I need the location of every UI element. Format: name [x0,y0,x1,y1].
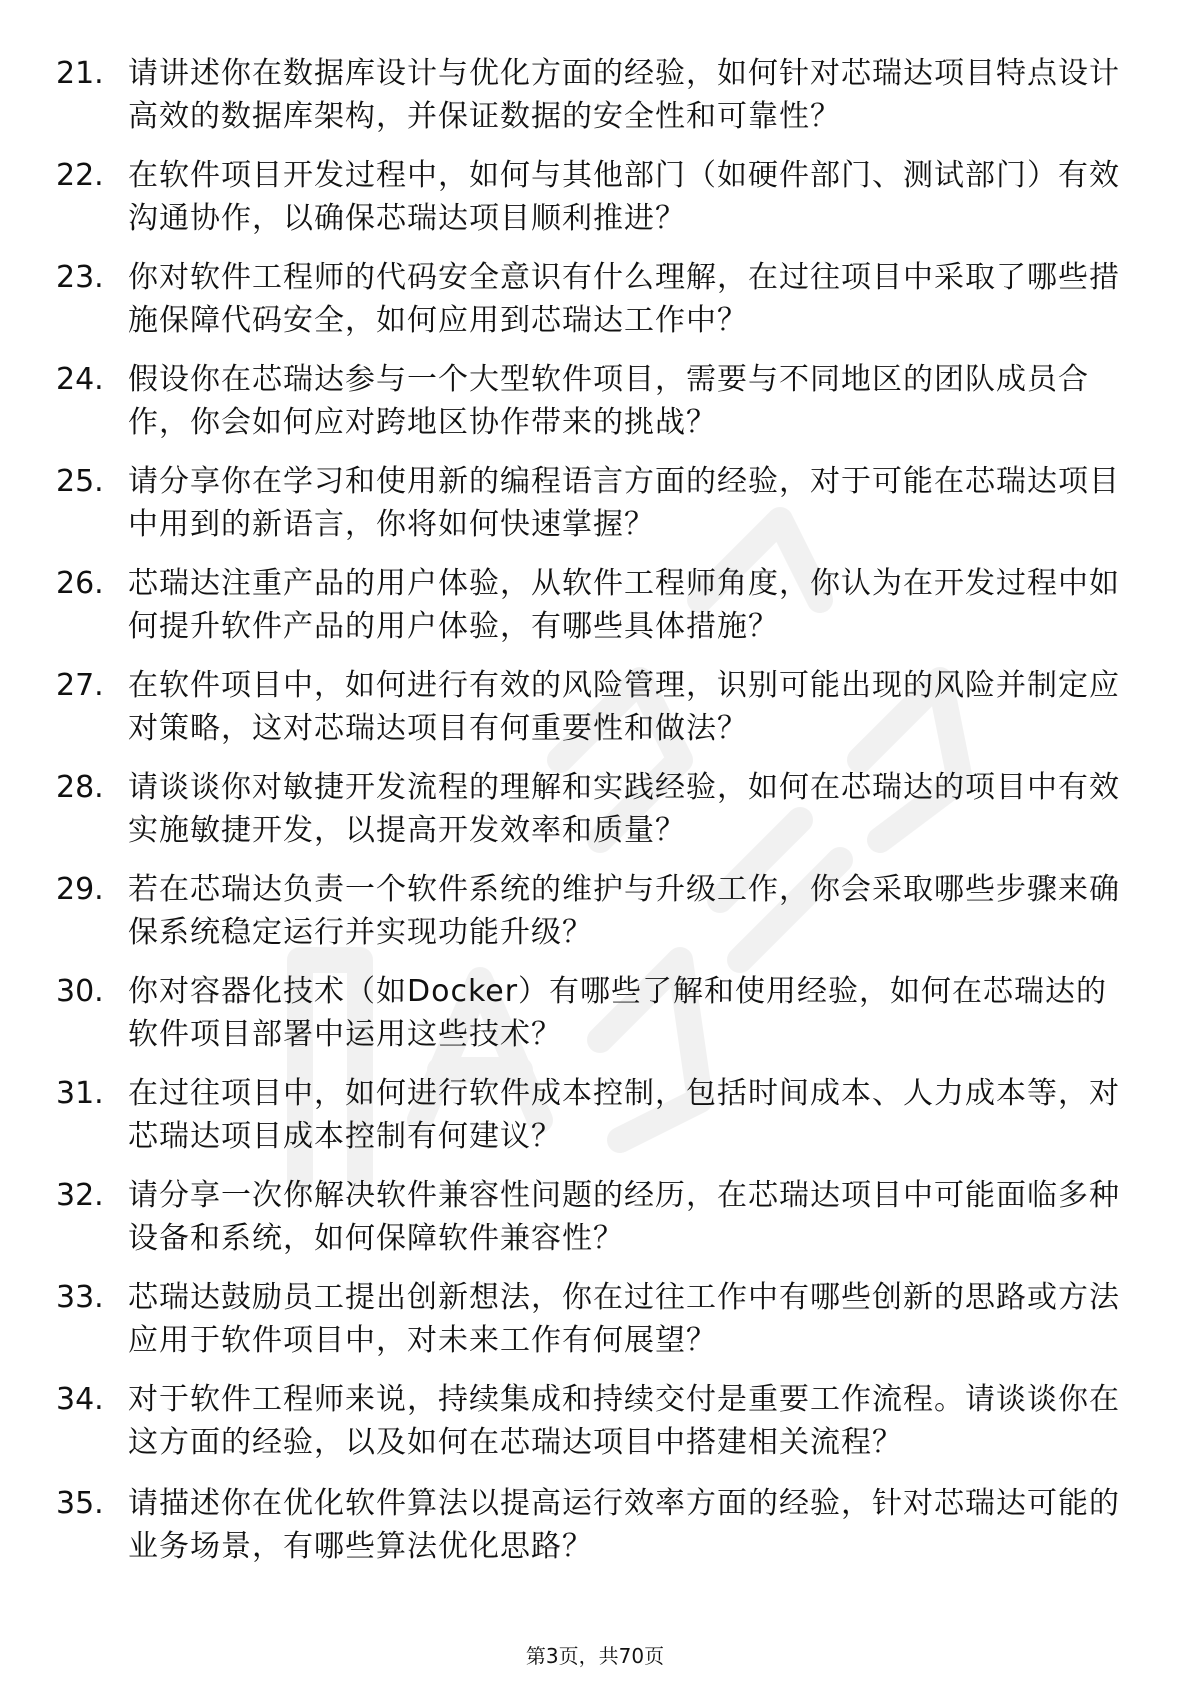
question-text: 请谈谈你对敏捷开发流程的理解和实践经验，如何在芯瑞达的项目中有效实施敏捷开发，以提高开发效率和质量？ [128,770,1120,848]
question-text: 在软件项目开发过程中，如何与其他部门（如硬件部门、测试部门）有效沟通协作，以确保芯瑞达项目顺利推进？ [128,158,1120,236]
question-text: 请讲述你在数据库设计与优化方面的经验，如何针对芯瑞达项目特点设计高效的数据库架构，并保证数据的安全性和可靠性？ [128,56,1120,134]
question-item-29 [56,868,1126,954]
question-text: 对于软件工程师来说，持续集成和持续交付是重要工作流程。请谈谈你在这方面的经验，以及如何在芯瑞达项目中搭建相关流程？ [128,1382,1120,1460]
question-text: 请分享你在学习和使用新的编程语言方面的经验，对于可能在芯瑞达项目中用到的新语言，你将如何快速掌握？ [128,464,1120,542]
question-item-34 [56,1378,1126,1464]
question-item-26 [56,562,1126,648]
question-item-22 [56,154,1126,240]
question-item-24 [56,358,1126,444]
question-text: 请分享一次你解决软件兼容性问题的经历，在芯瑞达项目中可能面临多种设备和系统，如何保障软件兼容性？ [128,1178,1120,1256]
question-text: 假设你在芯瑞达参与一个大型软件项目，需要与不同地区的团队成员合作，你会如何应对跨地区协作带来的挑战？ [128,362,1089,440]
question-number: 24. [56,362,104,397]
question-text: 请描述你在优化软件算法以提高运行效率方面的经验，针对芯瑞达可能的业务场景，有哪些算法优化思路？ [128,1486,1120,1564]
question-item-28 [56,766,1126,852]
question-number: 21. [56,56,104,91]
question-item-33 [56,1276,1126,1362]
question-item-31 [56,1072,1126,1158]
question-text: 你对容器化技术（如Docker）有哪些了解和使用经验，如何在芯瑞达的软件项目部署中运用这些技术？ [128,974,1108,1052]
question-text: 在软件项目中，如何进行有效的风险管理，识别可能出现的风险并制定应对策略，这对芯瑞达项目有何重要性和做法？ [128,668,1120,746]
question-item-35 [56,1482,1126,1568]
question-number: 25. [56,464,104,499]
question-item-32 [56,1174,1126,1260]
question-item-25 [56,460,1126,546]
page-footer [0,1640,1190,1669]
question-text: 若在芯瑞达负责一个软件系统的维护与升级工作，你会采取哪些步骤来确保系统稳定运行并实现功能升级？ [128,872,1120,950]
question-item-30 [56,970,1126,1056]
question-number: 22. [56,158,104,193]
question-number: 29. [56,872,104,907]
question-number: 32. [56,1178,104,1213]
question-number: 35. [56,1486,104,1521]
question-list [56,52,1126,1584]
question-number: 34. [56,1382,104,1417]
question-number: 33. [56,1280,104,1315]
question-text: 在过往项目中，如何进行软件成本控制，包括时间成本、人力成本等，对芯瑞达项目成本控制有何建议？ [128,1076,1120,1154]
question-text: 你对软件工程师的代码安全意识有什么理解，在过往项目中采取了哪些措施保障代码安全，如何应用到芯瑞达工作中？ [128,260,1120,338]
question-number: 23. [56,260,104,295]
question-number: 27. [56,668,104,703]
question-number: 28. [56,770,104,805]
question-item-23 [56,256,1126,342]
question-text: 芯瑞达注重产品的用户体验，从软件工程师角度，你认为在开发过程中如何提升软件产品的用户体验，有哪些具体措施？ [128,566,1120,644]
question-item-27 [56,664,1126,750]
question-item-21 [56,52,1126,138]
question-number: 31. [56,1076,104,1111]
question-number: 30. [56,974,104,1009]
question-text: 芯瑞达鼓励员工提出创新想法，你在过往工作中有哪些创新的思路或方法应用于软件项目中，对未来工作有何展望？ [128,1280,1120,1358]
question-number: 26. [56,566,104,601]
page-number-label: 第3页，共70页 [525,1644,665,1668]
